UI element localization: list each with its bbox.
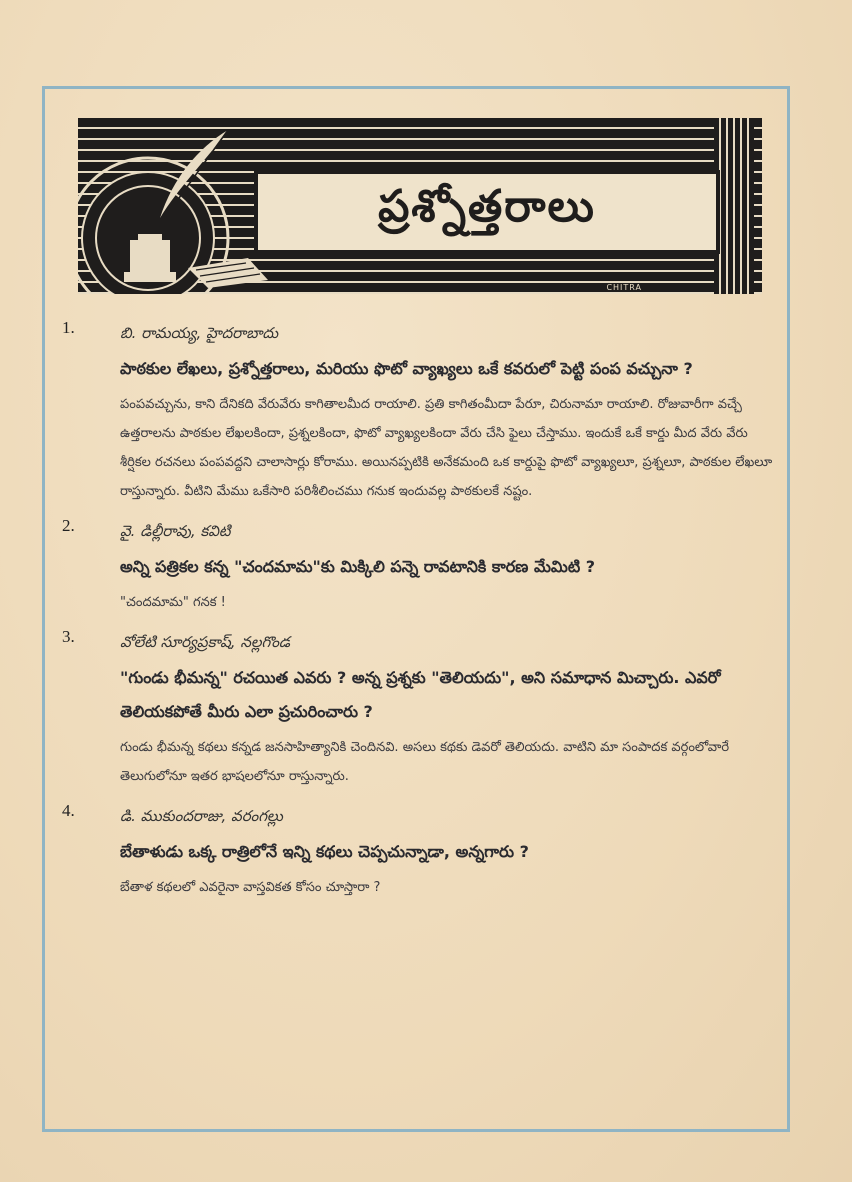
author-line: వై. డిల్లీరావు, కవిటి xyxy=(120,522,231,540)
item-number: 3. xyxy=(62,627,75,646)
answer-text: గుండు భీమన్న కథలు కన్నడ జనసాహిత్యానికి చెందినవి. అసలు కథకు డెవరో తెలియదు. వాటిని మా సంపాదక వర్గంలోవారే తెలుగులోనూ ఇతర భాషలలోనూ రాస్తున్నారు. xyxy=(120,740,730,784)
author-line: బి. రామయ్య, హైదరాబాదు xyxy=(120,324,279,342)
item-number: 4. xyxy=(62,801,75,820)
qa-item-4 xyxy=(62,801,778,902)
page-title: ప్రశ్నోత్తరాలు xyxy=(378,181,596,232)
question-text: "గుండు భీమన్న" రచయిత ఎవరు ? అన్న ప్రశ్నకు "తెలియదు", అని సమాధాన మిచ్చారు. ఎవరో తెలియకపోతే మీరు ఎలా ప్రచురించారు ? xyxy=(120,668,721,721)
banner-vertical-bars xyxy=(714,118,754,294)
qa-list xyxy=(62,318,778,912)
question-text: పాఠకుల లేఖలు, ప్రశ్నోత్తరాలు, మరియు ఫొటో వ్యాఖ్యలు ఒకే కవరులో పెట్టి పంప వచ్చునా ? xyxy=(120,359,693,378)
answer-text: బేతాళ కథలలో ఎవరైనా వాస్తవికత కోసం చూస్తారా ? xyxy=(120,880,381,895)
item-number: 1. xyxy=(62,318,75,337)
answer-text: "చందమామ" గనక ! xyxy=(120,595,226,610)
qa-item-1 xyxy=(62,318,778,506)
quill-inkpot-icon xyxy=(78,118,278,294)
item-number: 2. xyxy=(62,516,75,535)
title-box xyxy=(254,170,720,254)
qa-item-3 xyxy=(62,627,778,791)
question-text: బేతాళుడు ఒక్క రాత్రిలోనే ఇన్ని కథలు చెప్పచున్నాడా, అన్నగారు ? xyxy=(120,842,529,861)
question-text: అన్ని పత్రికల కన్న "చందమామ"కు మిక్కిలి పన్నె రావటానికి కారణ మేమిటి ? xyxy=(120,557,596,576)
author-line: వోలేటి సూర్యప్రకాష్, నల్లగొండ xyxy=(120,633,291,651)
artist-signature: CHITRA xyxy=(606,283,642,292)
qa-item-2 xyxy=(62,516,778,617)
answer-text: పంపవచ్చును, కాని దేనికది వేరువేరు కాగితాలమీద రాయాలి. ప్రతి కాగితంమీదా పేరూ, చిరునామా రాయాలి. రోజువారీగా వచ్చే ఉత్తరాలను పాఠకుల లేఖలకిందా, ప్రశ్నలకిందా, ఫొటో వ్యాఖ్యలకిందా వేరు చేసి ఫైలు చేస్తాము. ఇందుకే ఒకే కార్డు మీద వేరు వేరు శీర్షికల రచనలు పంపవద్దని చాలాసార్లు కోరాము. అయినప్పటికి అనేకమంది ఒక కార్డుపై ఫొటో వ్యాఖ్యలూ, ప్రశ్నలూ, పాఠకుల లేఖలూ రాస్తున్నారు. వీటిని మేము ఒకేసారి పరిశీలించము గనుక ఇందువల్ల పాఠకులకే నష్టం. xyxy=(120,397,773,499)
author-line: డి. ముకుందరాజు, వరంగల్లు xyxy=(120,807,283,825)
header-banner xyxy=(78,118,762,294)
